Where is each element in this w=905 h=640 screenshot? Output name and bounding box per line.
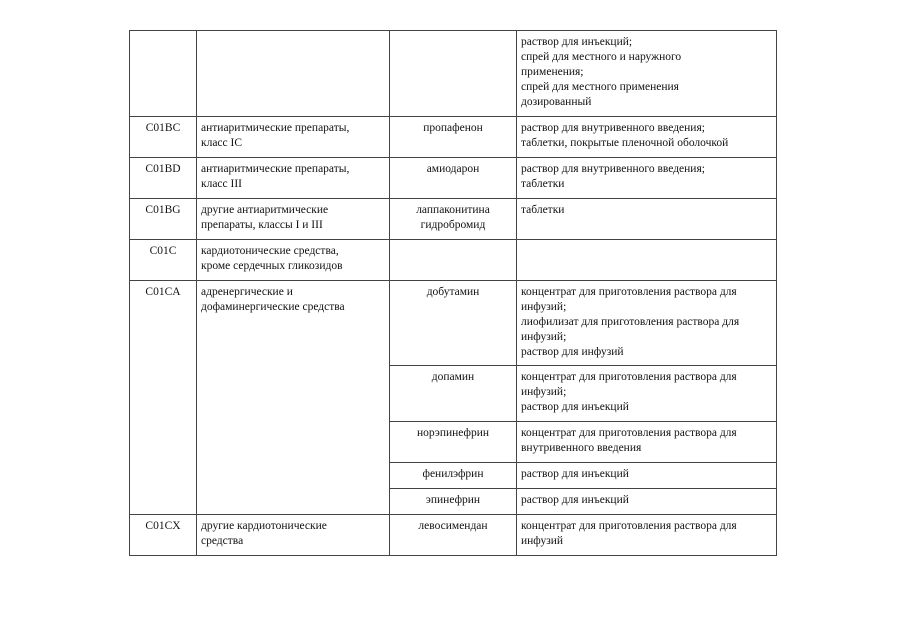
table-row bbox=[130, 199, 777, 240]
drug-name: пропафенон bbox=[390, 117, 517, 158]
atc-code: C01BD bbox=[130, 158, 197, 199]
drug-name: фенилэфрин bbox=[390, 463, 517, 489]
dosage-forms bbox=[517, 240, 777, 281]
dosage-forms: концентрат для приготовления раствора для инфузий; лиофилизат для приготовления раствора для инфузий; раствор для инфузий bbox=[517, 281, 777, 366]
table-row bbox=[130, 158, 777, 199]
atc-code: C01BG bbox=[130, 199, 197, 240]
drug-name: лаппаконитина гидробромид bbox=[390, 199, 517, 240]
dosage-forms: раствор для внутривенного введения; таблетки, покрытые пленочной оболочкой bbox=[517, 117, 777, 158]
dosage-forms: раствор для внутривенного введения; таблетки bbox=[517, 158, 777, 199]
dosage-forms: концентрат для приготовления раствора для внутривенного введения bbox=[517, 422, 777, 463]
drug-table bbox=[129, 30, 777, 556]
group-name: другие антиаритмические препараты, классы I и III bbox=[197, 199, 390, 240]
dosage-forms: концентрат для приготовления раствора для инфузий; раствор для инъекций bbox=[517, 366, 777, 422]
atc-code: C01CA bbox=[130, 281, 197, 515]
drug-name bbox=[390, 31, 517, 117]
group-name: адренергические и дофаминергические средства bbox=[197, 281, 390, 515]
drug-name: левосимендан bbox=[390, 515, 517, 556]
group-name: антиаритмические препараты, класс III bbox=[197, 158, 390, 199]
dosage-forms: раствор для инъекций; спрей для местного и наружного применения; спрей для местного применения дозированный bbox=[517, 31, 777, 117]
group-name: кардиотонические средства, кроме сердечных гликозидов bbox=[197, 240, 390, 281]
atc-code: C01C bbox=[130, 240, 197, 281]
dosage-forms: раствор для инъекций bbox=[517, 489, 777, 515]
atc-code bbox=[130, 31, 197, 117]
group-name: антиаритмические препараты, класс IC bbox=[197, 117, 390, 158]
drug-name: допамин bbox=[390, 366, 517, 422]
table-row bbox=[130, 240, 777, 281]
drug-name: добутамин bbox=[390, 281, 517, 366]
atc-code: C01CX bbox=[130, 515, 197, 556]
drug-name: амиодарон bbox=[390, 158, 517, 199]
group-name: другие кардиотонические средства bbox=[197, 515, 390, 556]
dosage-forms: таблетки bbox=[517, 199, 777, 240]
drug-name bbox=[390, 240, 517, 281]
table-row bbox=[130, 515, 777, 556]
dosage-forms: концентрат для приготовления раствора для инфузий bbox=[517, 515, 777, 556]
table-row bbox=[130, 31, 777, 117]
drug-name: норэпинефрин bbox=[390, 422, 517, 463]
group-name bbox=[197, 31, 390, 117]
dosage-forms: раствор для инъекций bbox=[517, 463, 777, 489]
table-row bbox=[130, 281, 777, 366]
drug-name: эпинефрин bbox=[390, 489, 517, 515]
atc-code: C01BC bbox=[130, 117, 197, 158]
table-row bbox=[130, 117, 777, 158]
